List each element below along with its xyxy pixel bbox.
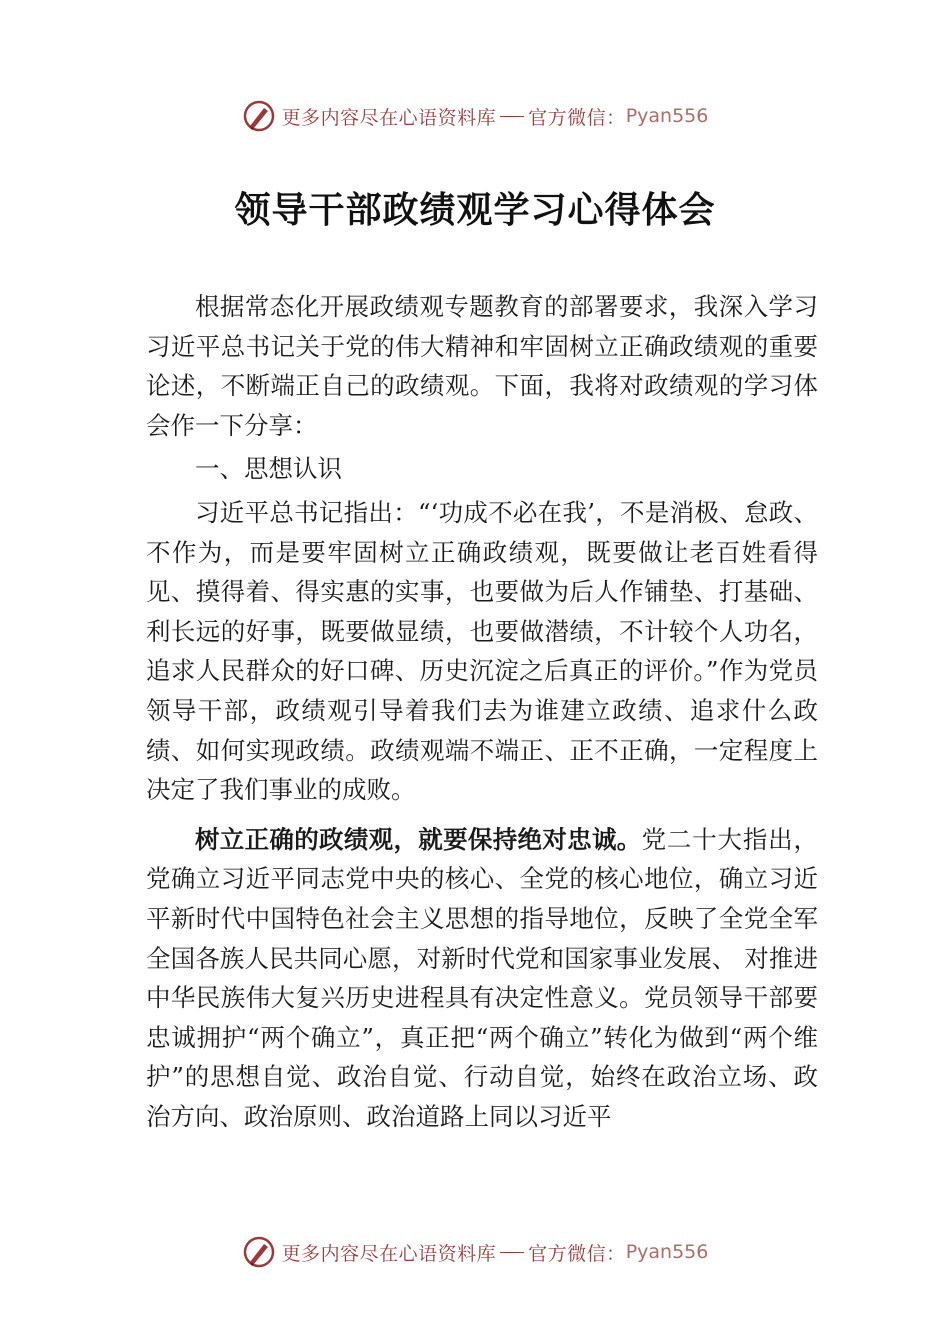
banner-text: 更多内容尽在心语资料库 — [281, 106, 497, 129]
paragraph-intro: 根据常态化开展政绩观专题教育的部署要求，我深入学习习近平总书记关于党的伟大精神和牢固树立正确政绩观的重要论述，不断端正自己的政绩观。下面，我将对政绩观的学习体会作一下分享： — [146, 292, 818, 440]
banner-wechat-id: Pyan556 — [625, 105, 709, 127]
banner-wechat-label: 官方微信： — [528, 1242, 626, 1265]
paragraph-lead: 树立正确的政绩观，就要保持绝对忠诚。 — [195, 824, 642, 854]
banner-separator — [500, 1252, 524, 1253]
footer-banner — [0, 1232, 950, 1272]
banner-wechat-label: 官方微信： — [528, 106, 626, 129]
document-body — [146, 287, 818, 1136]
paragraph-quote: 习近平总书记指出：“‘功成不必在我’，不是消极、怠政、不作为，而是要牢固树立正确政绩观，既要做让老百姓看得见、摸得着、得实惠的实事，也要做为后人作铺垫、打基础、利长远的好事，既要做显绩，也要做潜绩，不计较个人功名， 追求人民群众的好口碑、历史沉淀之后真正的评价。”作为党员领导干部，政绩观引导着我们去为谁建立政绩、追求什么政绩、如何实现政绩。政绩观端不端正、正不正确，一定程度上决定了我们事业的成败。 — [146, 497, 818, 805]
pen-logo-icon — [242, 99, 276, 133]
header-banner — [0, 96, 950, 136]
paragraph-loyalty-body: 党二十大指出，党确立习近平同志党中央的核心、全党的核心地位，确立习近平新时代中国特色社会主义思想的指导地位，反映了全党全军全国各族人民共同心愿，对新时代党和国家事业发展、 对推进中华民族伟大复兴历史进程具有决定性意义。党员领导干部要忠诚拥护“两个确立”，真正把“两个确立”转化为做到“两个维护”的思想自觉、政治自觉、行动自觉，始终在政治立场、政治方向、政治原则、政治道路上同以习近平 — [146, 824, 818, 1131]
banner-separator — [500, 116, 524, 117]
section-heading: 一、思想认识 — [195, 454, 342, 484]
pen-logo-icon — [242, 1235, 276, 1269]
document-title: 领导干部政绩观学习心得体会 — [234, 189, 716, 231]
banner-text: 更多内容尽在心语资料库 — [281, 1242, 497, 1265]
paragraph-loyalty — [146, 820, 818, 1137]
banner-wechat-id: Pyan556 — [625, 1241, 709, 1263]
